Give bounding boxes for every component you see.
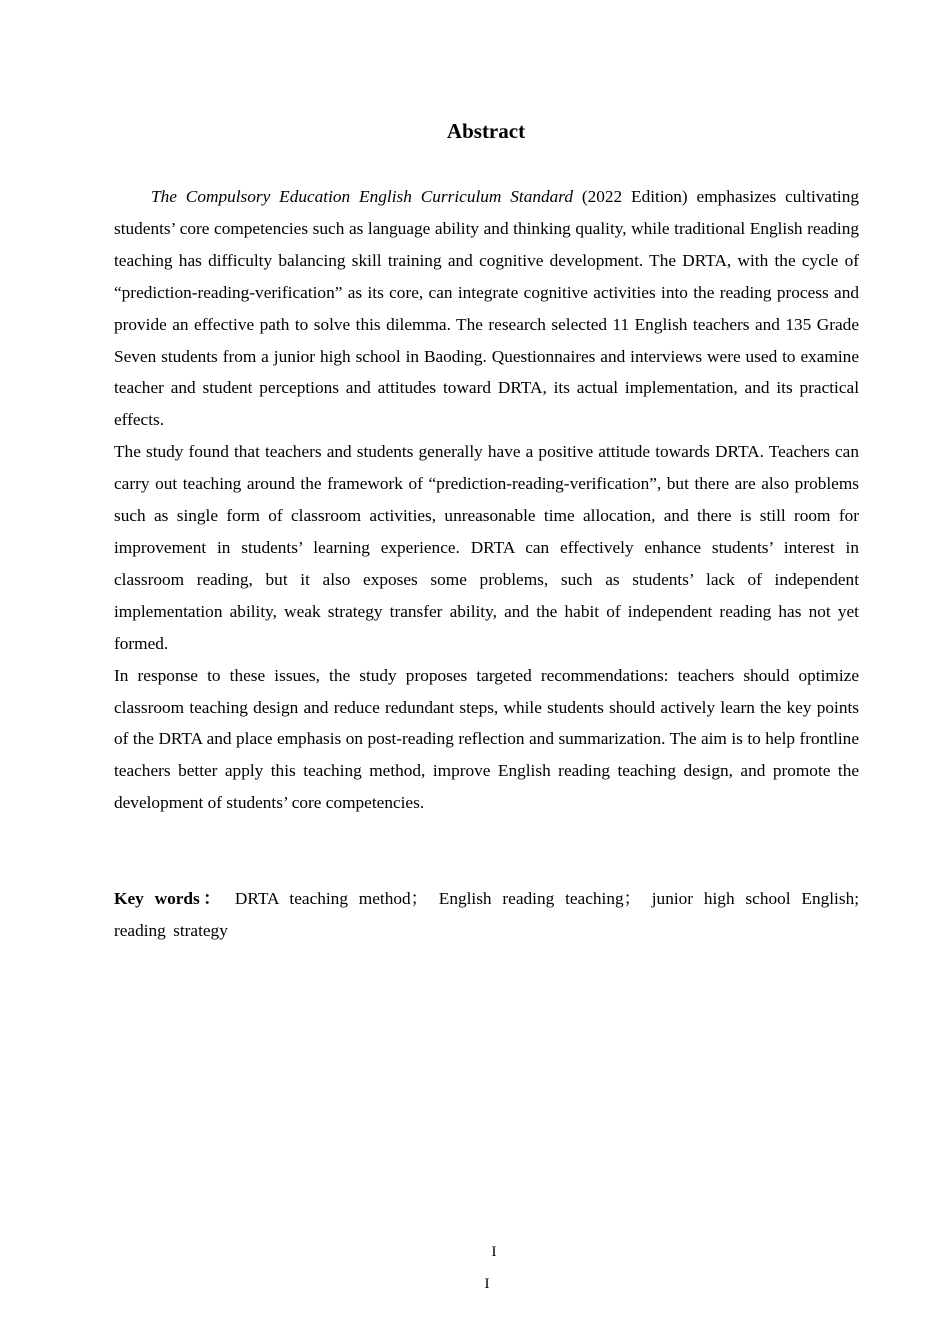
keywords-list: DRTA teaching method； English reading teaching； junior high school English; reading strategy — [114, 889, 860, 940]
keywords-line — [114, 883, 859, 947]
curriculum-standard-title: The Compulsory Education English Curriculum Standard — [151, 187, 573, 206]
page-number-lower: I — [484, 1276, 490, 1292]
keywords-label: Key words： — [114, 889, 225, 908]
abstract-paragraph-3: In response to these issues, the study proposes targeted recommendations: teachers should optimize classroom teaching design and reduce redundant steps, while students should actively learn the key points of the DRTA and place emphasis on post-reading reflection and summarization. The aim is to help frontline teachers better apply this teaching method, improve English reading teaching design, and promote the development of students’ core competencies. — [114, 665, 859, 813]
abstract-paragraph-1 — [114, 181, 859, 436]
abstract-title: Abstract — [446, 119, 526, 143]
paragraph-1-text: (2022 Edition) emphasizes cultivating students’ core competencies such as language ability and thinking quality, while traditional English reading teaching has difficulty balancing skill training and cognitive development. The DRTA, with the cycle of “prediction-reading-verification” as its core, can integrate cognitive activities into the reading process and provide an effective path to solve this dilemma. The research selected 11 English teachers and 135 Grade Seven students from a junior high school in Baoding. Questionnaires and interviews were used to examine teacher and student perceptions and attitudes toward DRTA, its actual implementation, and its practical effects. — [114, 187, 859, 430]
abstract-paragraph-2: The study found that teachers and students generally have a positive attitude towards DRTA. Teachers can carry out teaching around the framework of “prediction-reading-verification”, but there are also problems such as single form of classroom activities, unreasonable time allocation, and there is still room for improvement in students’ learning experience. DRTA can effectively enhance students’ interest in classroom reading, but it also exposes some problems, such as students’ lack of independent implementation ability, weak strategy transfer ability, and the habit of independent reading has not yet formed. — [114, 442, 859, 653]
page-number-upper: I — [491, 1244, 497, 1260]
abstract-body — [114, 181, 859, 819]
